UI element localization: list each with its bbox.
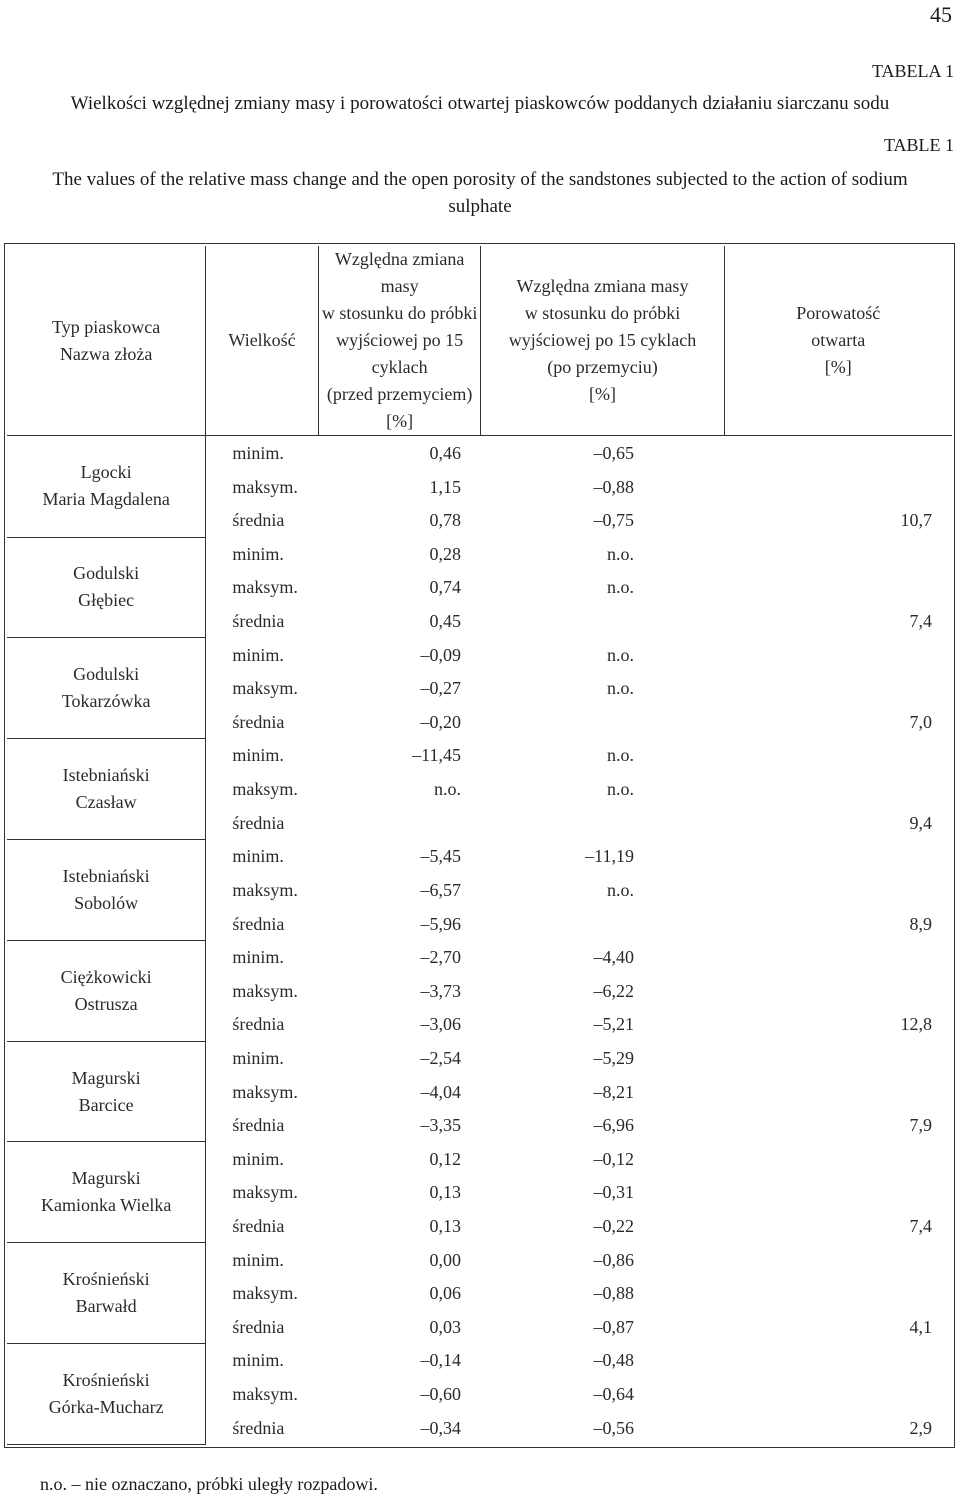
sandstone-name-cell <box>7 1142 206 1243</box>
porosity-cell <box>724 671 952 705</box>
table-frame <box>4 243 955 1448</box>
table-row <box>7 537 952 571</box>
porosity-cell <box>724 571 952 605</box>
header-line: Nazwa złoża <box>59 343 153 364</box>
porosity-cell: 4,1 <box>909 1316 932 1337</box>
change-before-cell: 0,28 <box>429 543 461 564</box>
porosity-cell <box>724 1276 952 1310</box>
change-before-cell: –5,45 <box>420 846 461 867</box>
porosity-cell: 7,0 <box>909 711 932 732</box>
porosity-cell <box>724 739 952 773</box>
sandstone-type: Magurski <box>71 1168 141 1189</box>
change-before-cell: –3,35 <box>420 1115 461 1136</box>
sandstone-type: Godulski <box>73 664 140 685</box>
change-before-cell: 0,03 <box>429 1316 461 1337</box>
header-line: w stosunku do próbki <box>524 303 681 323</box>
change-after-cell <box>481 705 724 739</box>
header-line: Względna zmiana masy <box>334 249 465 296</box>
sandstone-name-cell <box>7 1243 206 1344</box>
deposit-name: Barwałd <box>75 1296 137 1317</box>
table-body <box>7 436 952 1445</box>
change-after-cell: –0,86 <box>593 1249 634 1270</box>
change-before-cell: –5,96 <box>420 913 461 934</box>
porosity-cell: 2,9 <box>909 1417 932 1438</box>
change-after-cell: –6,96 <box>593 1115 634 1136</box>
change-before-cell: 0,74 <box>429 577 461 598</box>
deposit-name: Głębiec <box>78 590 135 611</box>
stat-label-cell: maksym. <box>232 879 298 900</box>
change-after-cell: –0,75 <box>593 510 634 531</box>
table-row <box>7 436 952 470</box>
sandstone-type: Lgocki <box>80 462 132 483</box>
sandstone-type: Istebniański <box>62 765 150 786</box>
porosity-cell: 12,8 <box>900 1014 932 1035</box>
change-before-cell: n.o. <box>433 779 461 800</box>
porosity-cell <box>724 1075 952 1109</box>
sandstone-name-cell <box>7 940 206 1041</box>
change-before-cell: –3,73 <box>420 980 461 1001</box>
porosity-cell <box>724 940 952 974</box>
change-after-cell: –0,65 <box>593 442 634 463</box>
stat-label-cell: średnia <box>232 1316 285 1337</box>
header-line: (po przemyciu) <box>547 357 658 377</box>
stat-label-cell: minim. <box>232 947 284 968</box>
change-after-cell: n.o. <box>607 779 634 800</box>
porosity-cell <box>724 470 952 504</box>
sandstone-name-cell <box>7 1041 206 1142</box>
porosity-cell <box>724 638 952 672</box>
deposit-name: Górka-Mucharz <box>48 1397 164 1418</box>
stat-label-cell: średnia <box>232 913 285 934</box>
stat-label-cell: średnia <box>232 611 285 632</box>
table-row <box>7 940 952 974</box>
change-after-cell: –0,12 <box>593 1148 634 1169</box>
change-before-cell: –11,45 <box>412 745 461 766</box>
header-line: [%] <box>589 384 616 404</box>
table-row <box>7 1142 952 1176</box>
stat-label-cell: maksym. <box>232 678 298 699</box>
header-change-after-washing <box>481 246 724 436</box>
porosity-cell: 7,4 <box>909 1216 932 1236</box>
table-header-row <box>7 246 952 436</box>
stat-label-cell: średnia <box>232 510 285 531</box>
change-before-cell: 0,46 <box>429 442 461 463</box>
sandstone-type: Istebniański <box>62 865 150 886</box>
header-line: w stosunku do próbki <box>321 303 478 323</box>
change-before-cell: 1,15 <box>429 476 461 497</box>
stat-label-cell: maksym. <box>232 980 298 1001</box>
deposit-name: Kamionka Wielka <box>40 1195 172 1216</box>
footnote: n.o. – nie oznaczano, próbki uległy rozpadowi. <box>40 1474 378 1494</box>
change-before-cell: –0,34 <box>420 1417 461 1438</box>
header-sandstone-type <box>7 246 206 436</box>
change-before-cell: –3,06 <box>420 1014 461 1035</box>
header-line: wyjściowej po 15 cyklach <box>508 330 697 350</box>
porosity-cell: 7,9 <box>909 1115 932 1136</box>
change-after-cell: –5,21 <box>593 1014 634 1035</box>
porosity-cell <box>724 1344 952 1378</box>
sandstone-type: Krośnieński <box>62 1370 150 1391</box>
change-before-cell: 0,00 <box>429 1249 461 1270</box>
header-line: Względna zmiana masy <box>516 276 689 296</box>
porosity-cell <box>724 840 952 874</box>
porosity-cell <box>724 1176 952 1210</box>
porosity-cell <box>724 1377 952 1411</box>
stat-label-cell: maksym. <box>232 1283 298 1304</box>
header-open-porosity <box>724 246 952 436</box>
stat-label-cell: minim. <box>232 745 284 766</box>
stat-label-cell: minim. <box>232 644 284 665</box>
sandstone-name-cell <box>7 1344 206 1445</box>
stat-label-cell: maksym. <box>232 1384 298 1405</box>
stat-label-cell: maksym. <box>232 1081 298 1102</box>
change-after-cell: n.o. <box>607 678 634 699</box>
stat-label-cell: średnia <box>232 1417 285 1438</box>
table-row <box>7 739 952 773</box>
stat-label-cell: maksym. <box>232 476 298 497</box>
sandstone-name-cell <box>7 537 206 638</box>
change-after-cell: –5,29 <box>593 1047 634 1068</box>
porosity-cell <box>724 537 952 571</box>
sandstone-name-cell <box>7 436 206 538</box>
change-after-cell: –0,56 <box>593 1417 634 1438</box>
stat-label-cell: maksym. <box>232 577 298 598</box>
change-after-cell: –0,88 <box>593 476 634 497</box>
change-after-cell: –0,88 <box>593 1283 634 1304</box>
sandstone-type: Magurski <box>71 1067 141 1088</box>
stat-label-cell: średnia <box>232 711 285 732</box>
deposit-name: Ostrusza <box>74 993 138 1014</box>
deposit-name: Sobolów <box>74 892 139 913</box>
change-after-cell: n.o. <box>607 879 634 900</box>
stat-label-cell: maksym. <box>232 779 298 800</box>
data-table <box>7 246 952 1445</box>
porosity-cell: 7,4 <box>909 611 932 632</box>
change-before-cell: 0,13 <box>429 1216 461 1236</box>
stat-label-cell: średnia <box>232 812 285 833</box>
header-line: (przed przemyciem) <box>326 384 473 404</box>
header-line: Typ piaskowca <box>52 316 161 337</box>
header-change-before-washing <box>318 246 481 436</box>
porosity-cell <box>724 436 952 470</box>
header-line: otwarta <box>811 330 866 350</box>
change-before-cell: 0,45 <box>429 611 461 632</box>
sandstone-type: Ciężkowicki <box>60 966 152 987</box>
header-line: Porowatość <box>796 303 881 323</box>
porosity-cell <box>724 1142 952 1176</box>
stat-label-cell: średnia <box>232 1014 285 1035</box>
deposit-name: Barcice <box>78 1094 134 1115</box>
table-row <box>7 1041 952 1075</box>
change-after-cell: n.o. <box>607 644 634 665</box>
change-before-cell: –0,14 <box>420 1350 461 1371</box>
change-before-cell: –4,04 <box>420 1081 461 1102</box>
table-row <box>7 1344 952 1378</box>
change-before-cell: –0,60 <box>420 1384 461 1405</box>
stat-label-cell: minim. <box>232 846 284 867</box>
change-after-cell: –0,31 <box>593 1182 634 1203</box>
table-label-pl: TABELA 1 <box>871 61 954 81</box>
sandstone-name-cell <box>7 638 206 739</box>
table-title-pl: Wielkości względnej zmiany masy i porowatości otwartej piaskowców poddanych działaniu siarczanu sodu <box>70 93 890 114</box>
change-before-cell: –0,09 <box>420 644 461 665</box>
change-after-cell: n.o. <box>607 543 634 564</box>
porosity-cell <box>724 1041 952 1075</box>
porosity-cell <box>724 1243 952 1277</box>
change-after-cell: –6,22 <box>593 980 634 1001</box>
change-after-cell <box>481 604 724 638</box>
table-label-en: TABLE 1 <box>883 135 954 155</box>
sandstone-name-cell <box>7 739 206 840</box>
change-before-cell: –0,20 <box>420 711 461 732</box>
sandstone-type: Krośnieński <box>62 1269 150 1290</box>
sandstone-type: Godulski <box>73 563 140 584</box>
stat-label-cell: minim. <box>232 1148 284 1169</box>
change-after-cell: n.o. <box>607 577 634 598</box>
stat-label-cell: maksym. <box>232 1182 298 1203</box>
stat-label-cell: minim. <box>232 1350 284 1371</box>
porosity-cell <box>724 974 952 1008</box>
deposit-name: Maria Magdalena <box>42 489 170 510</box>
change-after-cell: n.o. <box>607 745 634 766</box>
sandstone-name-cell <box>7 840 206 941</box>
porosity-cell: 10,7 <box>900 510 932 531</box>
change-after-cell: –0,87 <box>593 1316 634 1337</box>
change-after-cell: –0,48 <box>593 1350 634 1371</box>
porosity-cell <box>724 772 952 806</box>
change-after-cell: –0,64 <box>593 1384 634 1405</box>
change-before-cell: –6,57 <box>420 879 461 900</box>
porosity-cell: 9,4 <box>909 812 932 833</box>
change-after-cell <box>481 806 724 840</box>
header-line: wyjściowej po 15 cyklach <box>336 330 464 377</box>
table-title-en: The values of the relative mass change and the open porosity of the sandstones subjected to the action of sodium sulphate <box>52 169 908 217</box>
stat-label-cell: średnia <box>232 1216 285 1236</box>
change-after-cell: –8,21 <box>593 1081 634 1102</box>
change-before-cell: 0,12 <box>429 1148 461 1169</box>
porosity-cell <box>724 873 952 907</box>
change-before-cell: 0,06 <box>429 1283 461 1304</box>
stat-label-cell: minim. <box>232 1047 284 1068</box>
change-before-cell: 0,78 <box>429 510 461 531</box>
change-after-cell <box>481 907 724 941</box>
deposit-name: Czasław <box>75 792 137 813</box>
header-line: [%] <box>824 357 852 377</box>
header-line: [%] <box>386 411 414 431</box>
change-before-cell: 0,13 <box>429 1182 461 1203</box>
change-after-cell: –0,22 <box>593 1216 634 1236</box>
stat-label-cell: minim. <box>232 442 284 463</box>
change-after-cell: –4,40 <box>593 947 634 968</box>
change-before-cell: –2,54 <box>420 1047 461 1068</box>
header-line: Wielkość <box>228 330 296 350</box>
change-before-cell <box>318 806 481 840</box>
stat-label-cell: minim. <box>232 1249 284 1270</box>
change-before-cell: –0,27 <box>420 678 461 699</box>
change-after-cell: –11,19 <box>585 846 634 867</box>
page-number: 45 <box>930 2 952 27</box>
table-row <box>7 1243 952 1277</box>
change-before-cell: –2,70 <box>420 947 461 968</box>
stat-label-cell: minim. <box>232 543 284 564</box>
header-quantity <box>206 246 318 436</box>
table-row <box>7 840 952 874</box>
table-row <box>7 638 952 672</box>
stat-label-cell: średnia <box>232 1115 285 1136</box>
porosity-cell: 8,9 <box>909 913 932 934</box>
deposit-name: Tokarzówka <box>61 691 151 712</box>
